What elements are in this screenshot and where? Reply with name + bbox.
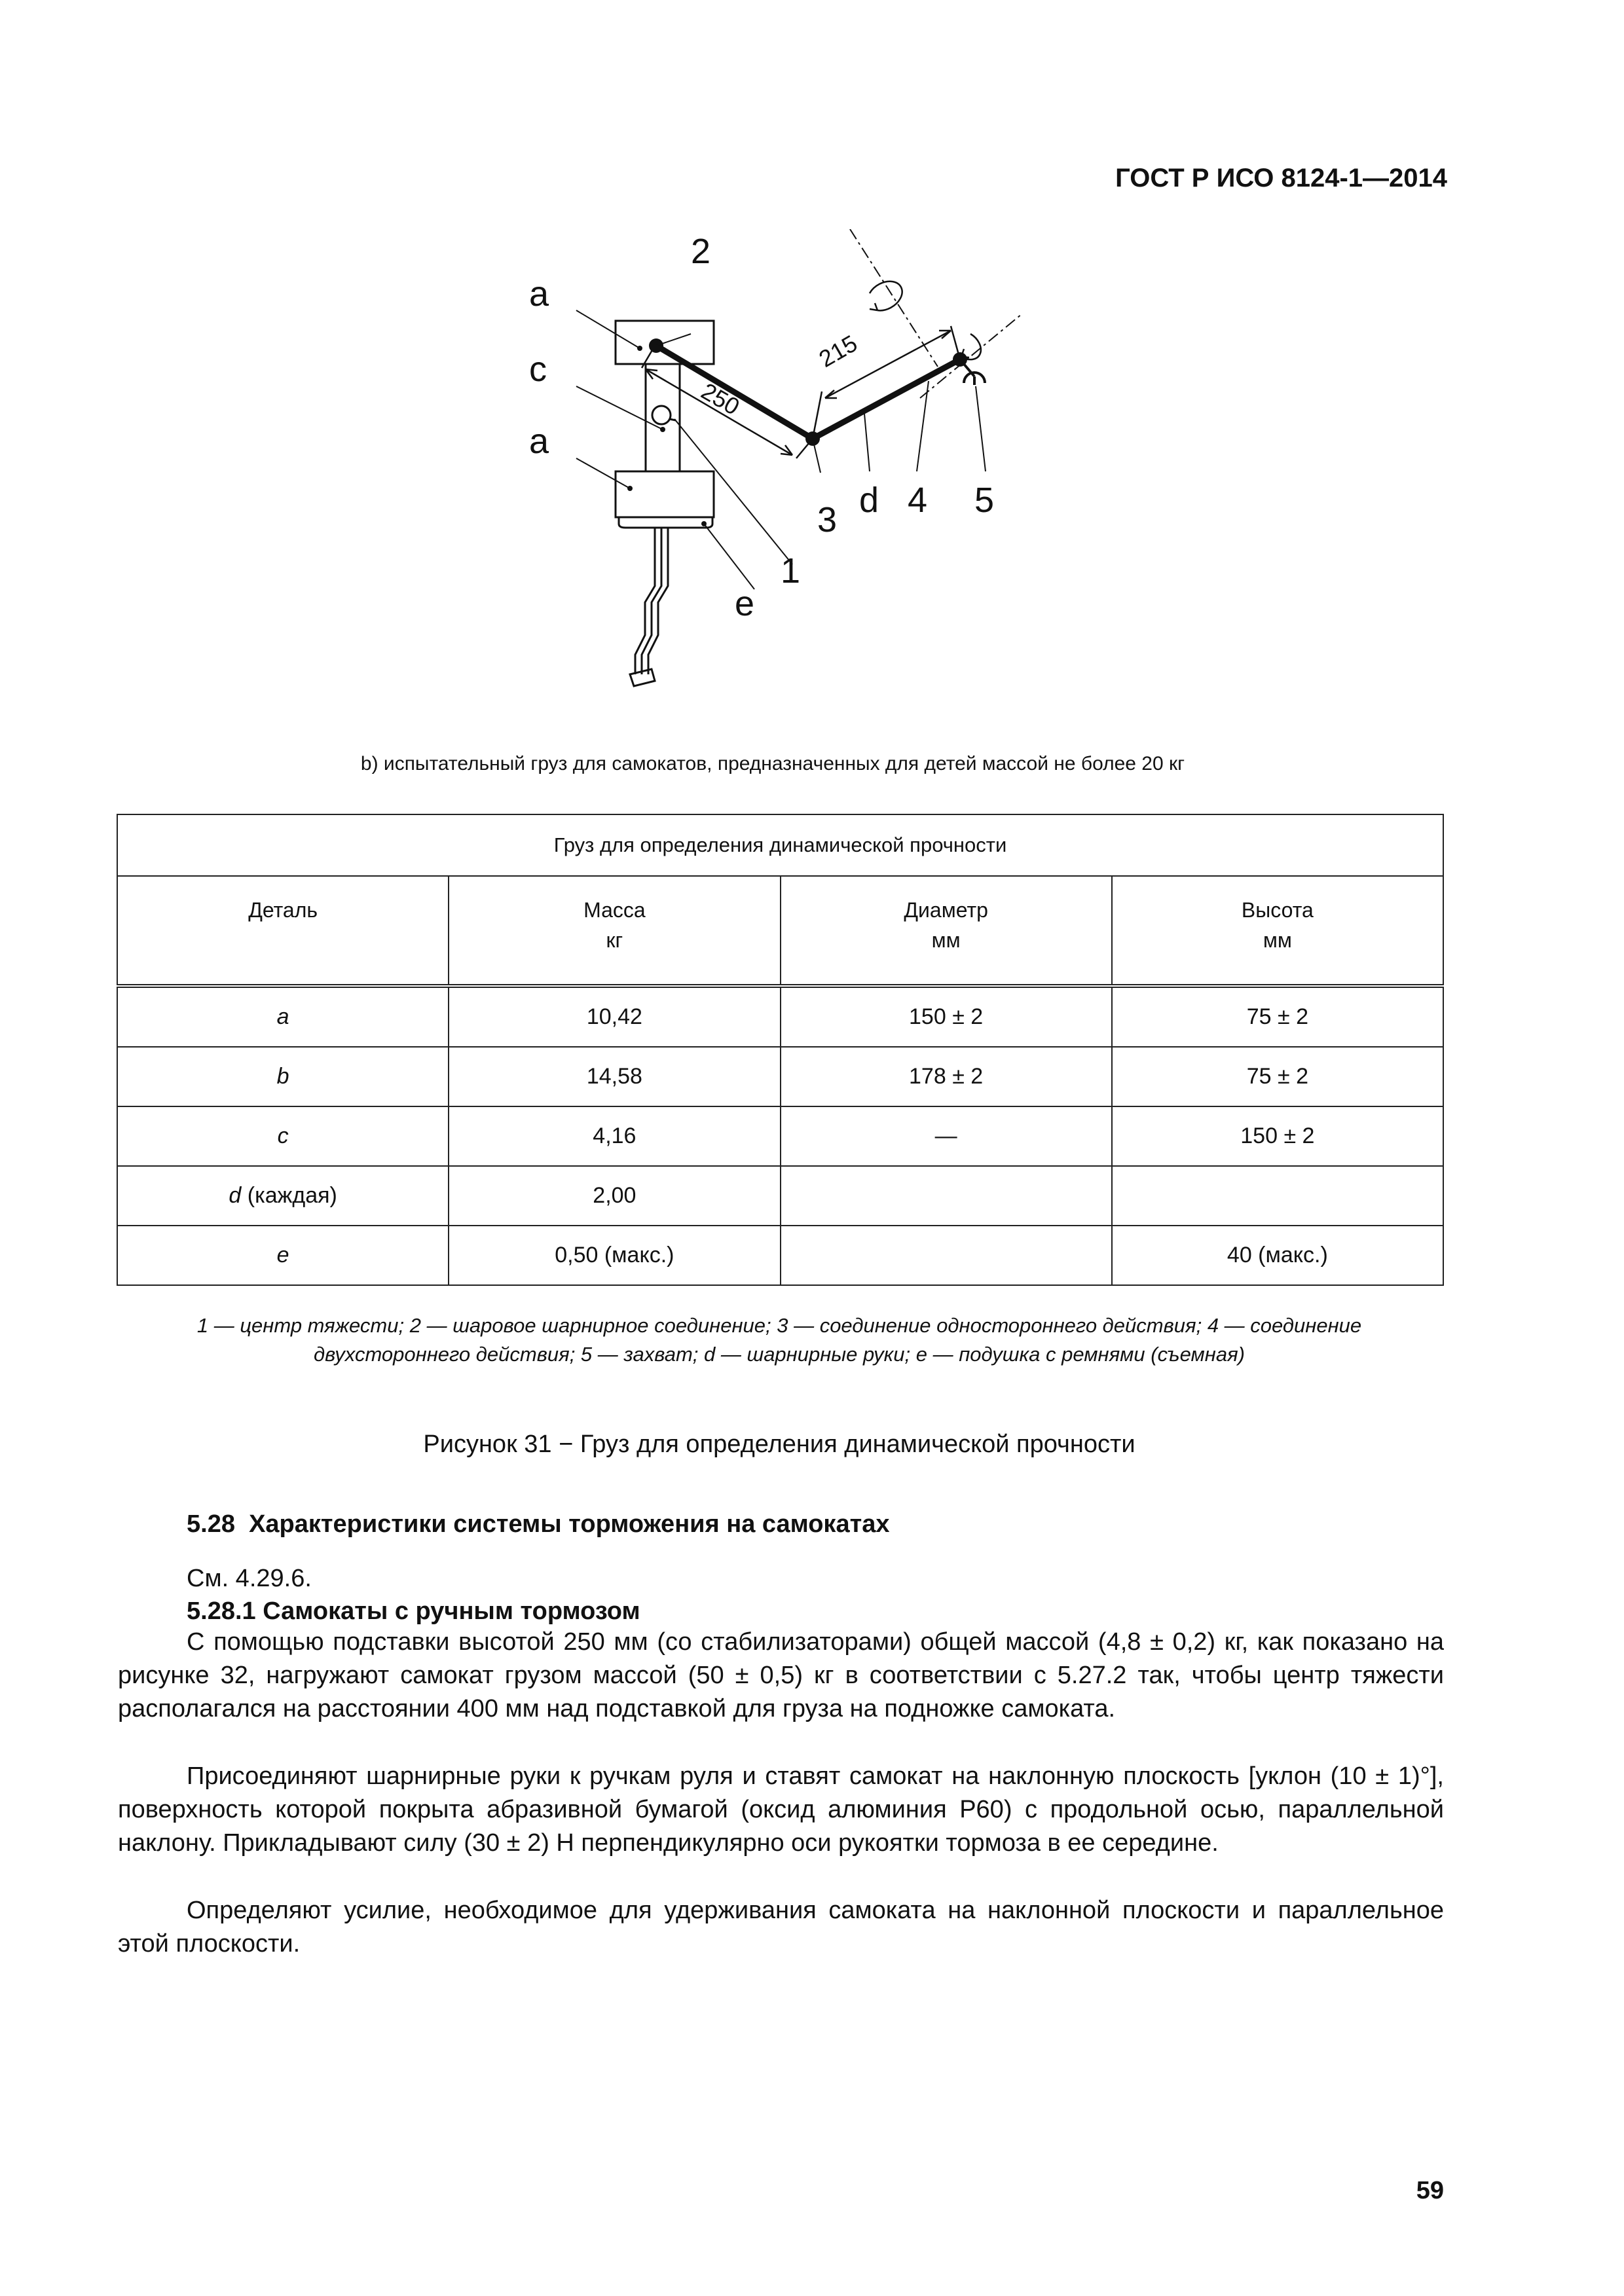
cell-height: 40 (макс.) (1112, 1226, 1443, 1285)
label-e: e (735, 584, 755, 623)
cross-reference: См. 4.29.6. (187, 1565, 312, 1592)
table-row (117, 1106, 1443, 1166)
cushion-with-straps (619, 517, 712, 528)
table-row (117, 1166, 1443, 1226)
dimension-label-250: 250 (697, 377, 745, 420)
dynamic-strength-load-table (117, 814, 1444, 1286)
label-c: c (529, 350, 547, 389)
cell-diameter (781, 1166, 1112, 1226)
page-number: 59 (1416, 2177, 1444, 2204)
body-paragraph: С помощью подставки высотой 250 мм (со стабилизаторами) общей массой (4,8 ± 0,2) кг, как показано на рисунке 32, нагружают самокат грузом массой (50 ± 0,5) кг в соответствии с 5.27.2 так, чтобы центр тяжести располагался на расстоянии 400 мм над подставкой для груза на подножке самоката. (118, 1628, 1444, 1722)
cell-mass: 0,50 (макс.) (449, 1226, 780, 1285)
cell-mass: 4,16 (449, 1106, 780, 1166)
cell-height (1112, 1166, 1443, 1226)
label-5: 5 (974, 481, 995, 520)
cell-part: b (117, 1047, 449, 1106)
figure-subcaption: b) испытательный груз для самокатов, предназначенных для детей массой не более 20 кг (360, 753, 1185, 774)
body-paragraph: Определяют усилие, необходимое для удерживания самоката на наклонной плоскости и параллельное этой плоскости. (118, 1897, 1444, 1958)
table-caption: Груз для определения динамической прочности (117, 814, 1443, 876)
cell-part: a (117, 986, 449, 1047)
bottom-mass-block (616, 471, 714, 517)
body-paragraph: Присоединяют шарнирные руки к ручкам руля и ставят самокат на наклонную плоскость [уклон (10 ± 1)°], поверхность которой покрыта абразивной бумагой (оксид алюминия Р60) с продольной осью, параллельной наклону. Прикладывают силу (30 ± 2) Н перпендикулярно оси рукоятки тормоза в ее середине. (118, 1762, 1444, 1857)
cell-part: c (117, 1106, 449, 1166)
table-row (117, 1226, 1443, 1285)
label-a-top: a (529, 274, 549, 314)
label-1: 1 (781, 551, 801, 591)
header-diameter: Диаметр мм (781, 876, 1112, 986)
cell-diameter (781, 1226, 1112, 1285)
cell-mass: 10,42 (449, 986, 780, 1047)
cell-part: d (каждая) (117, 1166, 449, 1226)
cell-part: e (117, 1226, 449, 1285)
legend-line: двухстороннего действия; 5 — захват; d — шарнирные руки; e — подушка с ремнями (съемная) (314, 1343, 1245, 1366)
label-2: 2 (691, 232, 711, 271)
cell-mass: 2,00 (449, 1166, 780, 1226)
figure-title: Рисунок 31 − Груз для определения динамической прочности (423, 1430, 1135, 1458)
standard-code-header: ГОСТ Р ИСО 8124-1—2014 (1115, 164, 1447, 192)
legend-line: 1 — центр тяжести; 2 — шаровое шарнирное соединение; 3 — соединение одностороннего действия; 4 — соединение (196, 1314, 1362, 1337)
cell-diameter: — (781, 1106, 1112, 1166)
test-load-diagram (458, 229, 1087, 701)
header-mass: Масса кг (449, 876, 780, 986)
header-height: Высота мм (1112, 876, 1443, 986)
cell-height: 75 ± 2 (1112, 986, 1443, 1047)
label-d: d (859, 481, 879, 520)
dimension-label-215: 215 (814, 329, 862, 373)
label-3: 3 (817, 500, 838, 539)
table-row (117, 986, 1443, 1047)
figure-legend (118, 1311, 1441, 1369)
strap-buckle (630, 669, 655, 686)
label-a-bottom: a (529, 422, 549, 461)
arm-segment-2 (813, 359, 960, 439)
table-row (117, 1047, 1443, 1106)
cell-diameter: 178 ± 2 (781, 1047, 1112, 1106)
cell-height: 75 ± 2 (1112, 1047, 1443, 1106)
section-heading-5-28: 5.28 Характеристики системы торможения на самокатах (187, 1510, 890, 1538)
header-part: Деталь (117, 876, 449, 986)
cell-height: 150 ± 2 (1112, 1106, 1443, 1166)
cell-diameter: 150 ± 2 (781, 986, 1112, 1047)
section-heading-5-28-1: 5.28.1 Самокаты с ручным тормозом (187, 1597, 640, 1625)
cell-mass: 14,58 (449, 1047, 780, 1106)
label-4: 4 (908, 481, 928, 520)
